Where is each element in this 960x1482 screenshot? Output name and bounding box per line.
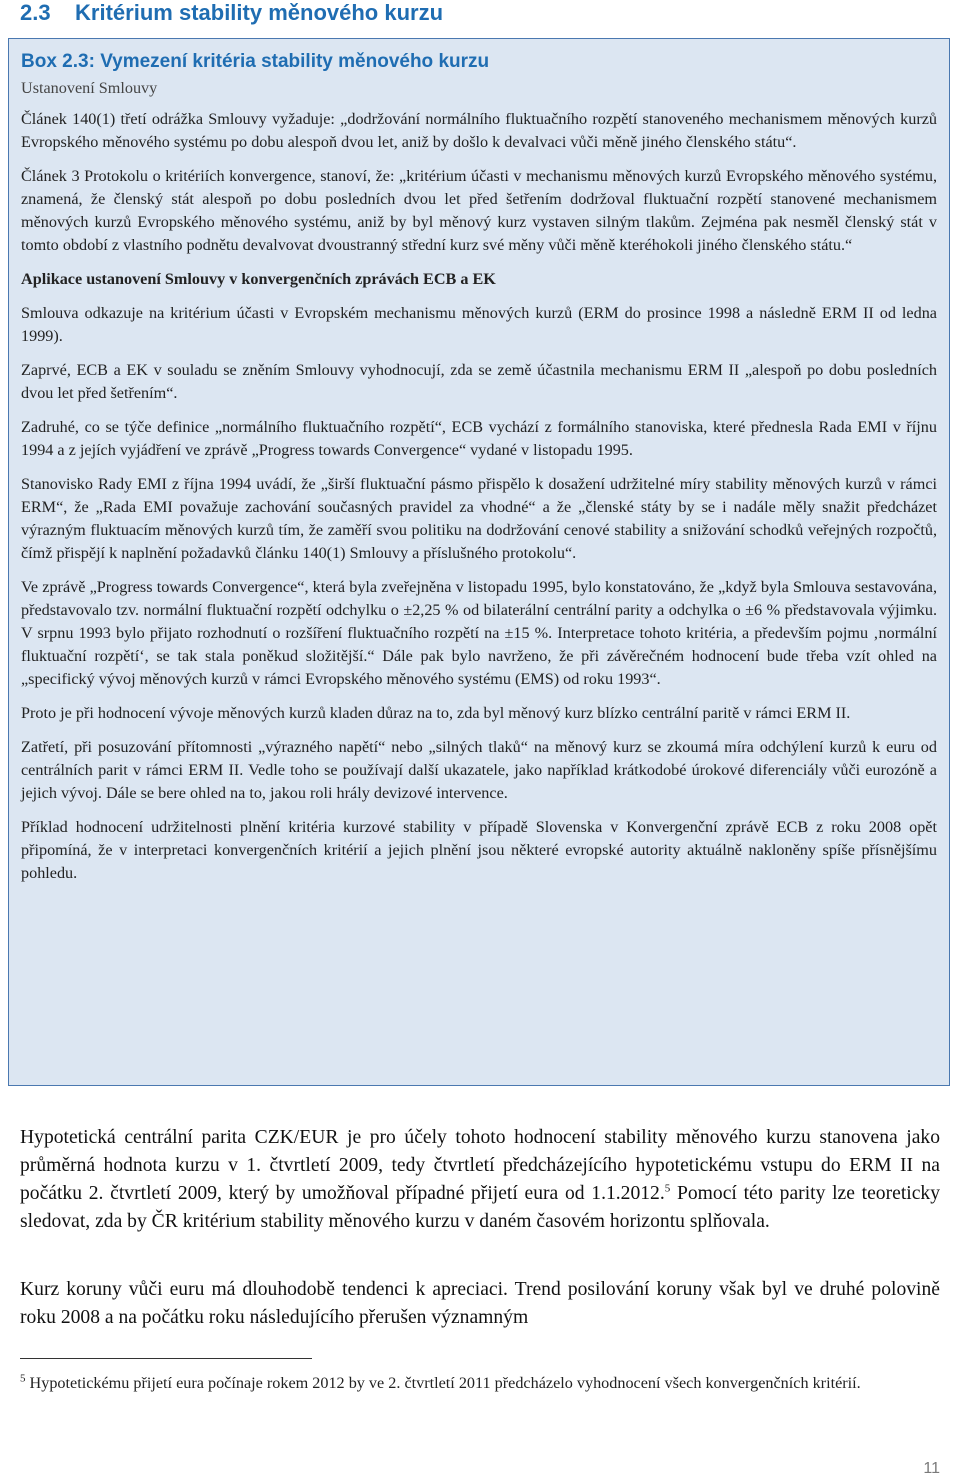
section-number: 2.3: [20, 0, 51, 25]
body-paragraph: Kurz koruny vůči euru má dlouhodobě tendenci k apreciaci. Trend posilování koruny však byl ve druhé polovině roku 2008 a na počátku roku následujícího přerušen významným: [20, 1279, 940, 1328]
body-paragraph: [20, 1124, 940, 1236]
footnote: [20, 1372, 940, 1395]
box-paragraph: Článek 140(1) třetí odrážka Smlouvy vyžaduje: „dodržování normálního fluktuačního rozpětí stanoveného mechanismem měnových kurzů Evropského měnového systému po dobu alespoň dvou let, aniž by došlo k devalvaci vůči měně jiného členského státu“.: [21, 110, 937, 151]
box-paragraph: Ve zprávě „Progress towards Convergence“, která byla zveřejněna v listopadu 1995, bylo konstatováno, že „když byla Smlouva sestavována, představovalo tzv. normální fluktuační rozpětí odchylku o ±2,25 % od bilaterální centrální parity a odchylka o ±6 % představovala výjimku. V srpnu 1993 bylo přijato rozhodnutí o rozšíření fluktuačního rozpětí na ±15 %. Interpretace tohoto kritéria, a především pojmu ‚normální fluktuační rozpětí‘, se tak stala poněkud složitější.“ Dále pak bylo navrženo, že při závěrečném hodnocení bude třeba vzít ohled na „specifický vývoj měnových kurzů v rámci Evropského měnového systému (EMS) od roku 1993“.: [21, 578, 937, 688]
info-box: [8, 38, 950, 1086]
section-heading: [20, 0, 940, 26]
box-paragraph: Příklad hodnocení udržitelnosti plnění kritéria kurzové stability v případě Slovenska v Konvergenční zprávě ECB z roku 2008 opět připomíná, že v interpretaci konvergenčních kritérií a jejich plnění jsou některé evropské autority aktuálně nakloněny spíše přísnějšímu pohledu.: [21, 818, 937, 882]
box-title: Box 2.3: Vymezení kritéria stability měnového kurzu: [21, 51, 490, 72]
footnote-text: Hypotetickému přijetí eura počínaje rokem 2012 by ve 2. čtvrtletí 2011 předcházelo vyhodnocení všech konvergenčních kritérií.: [25, 1374, 861, 1392]
box-paragraph: Smlouva odkazuje na kritérium účasti v Evropském mechanismu měnových kurzů (ERM do prosince 1998 a následně ERM II od ledna 1999).: [21, 304, 937, 345]
footnote-reference[interactable]: 5: [664, 1182, 671, 1195]
body-paragraph-text: Hypotetická centrální parita CZK/EUR je pro účely tohoto hodnocení stability měnového kurzu stanovena jako průměrná hodnota kurzu v 1. čtvrtletí 2009, tedy čtvrtletí předcházejícího hypotetickému vstupu do ERM II na počátku 2. čtvrtletí 2009, který by umožňoval případné přijetí eura od 1.1.2012.: [20, 1127, 940, 1204]
footnote-number: 5: [20, 1372, 26, 1385]
box-subheading: Ustanovení Smlouvy: [21, 79, 158, 97]
section-title: Kritérium stability měnového kurzu: [75, 0, 444, 25]
box-paragraph: Zadruhé, co se týče definice „normálního fluktuačního rozpětí“, ECB vychází z formálního stanoviska, které přednesla Rada EMI v říjnu 1994 a z jejích vyjádření ve zprávě „Progress towards Convergence“ vydané v listopadu 1995.: [21, 418, 937, 459]
page-number: 11: [923, 1460, 940, 1477]
box-paragraph: Stanovisko Rady EMI z října 1994 uvádí, že „širší fluktuační pásmo přispělo k dosažení udržitelné míry stability měnových kurzů v rámci ERM“, že „Rada EMI považuje zachování současných pravidel za vhodné“ a že „členské státy by se i nadále měly snažit předcházet výrazným fluktuacím měnových kurzů tím, že zaměří svou politiku na dodržování cenové stability a snižování schodků veřejných rozpočtů, čímž přispějí k naplnění požadavků článku 140(1) Smlouvy a příslušného protokolu“.: [21, 475, 937, 562]
body-paragraph-text-cont: Pomocí této parity lze teoreticky sledovat, zda by ČR kritérium stability měnového kurzu v daném časovém horizontu splňovala.: [20, 1183, 940, 1232]
box-heading: Aplikace ustanovení Smlouvy v konvergenčních zprávách ECB a EK: [21, 270, 496, 288]
box-paragraph: Proto je při hodnocení vývoje měnových kurzů kladen důraz na to, zda byl měnový kurz blízko centrální paritě v rámci ERM II.: [21, 704, 851, 722]
box-paragraph: Zatřetí, při posuzování přítomnosti „výrazného napětí“ nebo „silných tlaků“ na měnový kurz se zkoumá míra odchýlení kurzů k euru od centrálních parit v rámci ERM II. Vedle toho se používají další ukazatele, jako například krátkodobé úrokové diferenciály vůči eurozóně a jejich vývoj. Dále se bere ohled na to, jakou roli hrály devizové intervence.: [21, 738, 937, 802]
box-paragraph: Článek 3 Protokolu o kritériích konvergence, stanoví, že: „kritérium účasti v mechanismu měnových kurzů Evropského měnového systému, znamená, že členský stát alespoň po dobu posledních dvou let před šetřením dodržoval fluktuační rozpětí stanovené mechanismem měnových kurzů Evropského měnového systému, aniž by byl měnový kurz vystaven silným tlakům. Zejména pak nesměl členský stát v tomto období z vlastního podnětu devalvovat dvoustranný střední kurz své měny vůči měně kteréhokoli jiného členského státu.“: [21, 167, 937, 254]
footnote-separator: [20, 1358, 312, 1359]
box-paragraph: Zaprvé, ECB a EK v souladu se zněním Smlouvy vyhodnocují, zda se země účastnila mechanismu ERM II „alespoň po dobu posledních dvou let před šetřením“.: [21, 361, 937, 402]
